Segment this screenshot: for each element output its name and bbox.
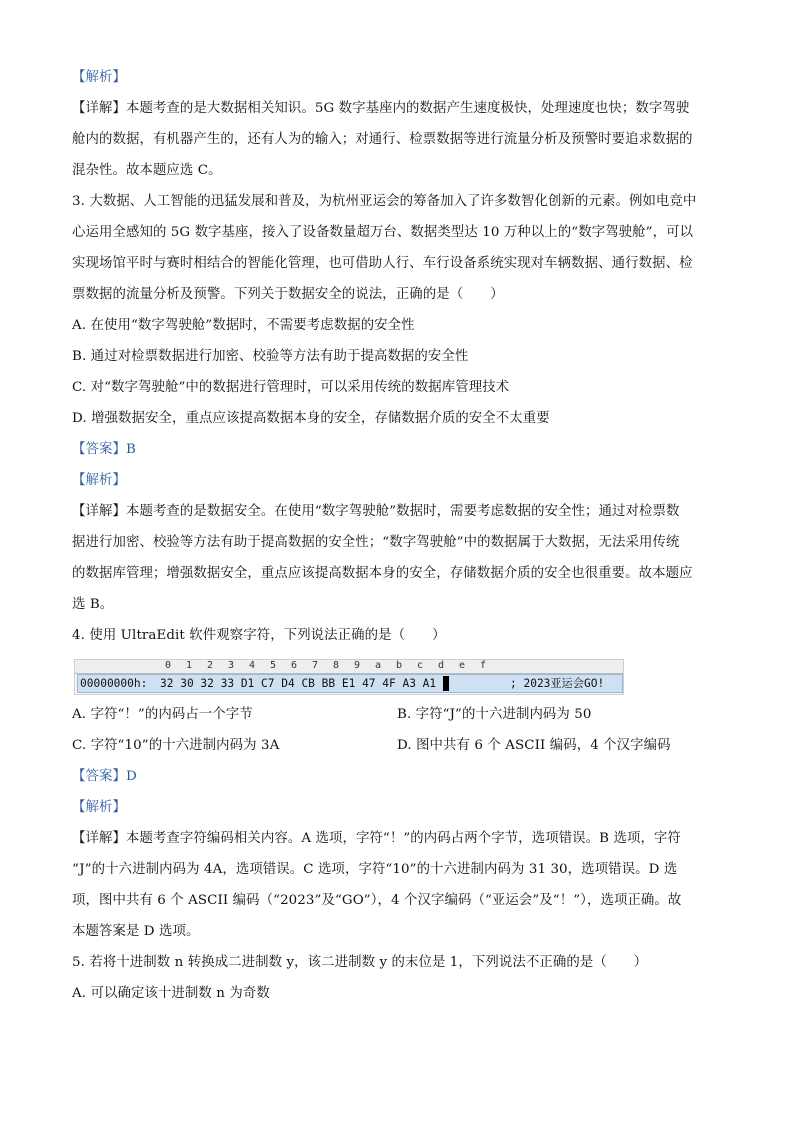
hex-column-ruler [75, 660, 623, 674]
question-3-stem: 心运用全感知的 5G 数字基座，接入了设备数量超万台、数据类型达 10 万种以上的“数字驾驶舱”，可以 [72, 225, 694, 240]
explanation-text: 选 B。 [72, 597, 114, 612]
ruler-label: c [417, 660, 424, 671]
question-4-stem: 4. 使用 UltraEdit 软件观察字符，下列说法正确的是（ ） [72, 628, 446, 643]
question-3-stem: 实现场馆平时与赛时相结合的智能化管理，也可借助人行、车行设备系统实现对车辆数据、通行数据、检 [72, 256, 693, 271]
ruler-label: 2 [207, 660, 214, 671]
answer-label: 【答案】D [72, 769, 137, 784]
question-3-stem: 票数据的流量分析及预警。下列关于数据安全的说法，正确的是（ ） [72, 287, 504, 302]
explanation-text: 据进行加密、校验等方法有助于提高数据的安全性；“数字驾驶舱”中的数据属于大数据，无法采用传统 [72, 535, 680, 550]
ruler-label: 1 [186, 660, 193, 671]
ruler-label: b [396, 660, 403, 671]
hex-bytes: 32 30 32 33 D1 C7 D4 CB BB E1 47 4F A3 A1 [160, 677, 437, 690]
question-3-option-c: C. 对“数字驾驶舱”中的数据进行管理时，可以采用传统的数据库管理技术 [72, 380, 510, 395]
question-3-option-d: D. 增强数据安全，重点应该提高数据本身的安全，存储数据介质的安全不太重要 [72, 411, 550, 426]
ruler-label: a [375, 660, 382, 671]
ruler-label: 9 [354, 660, 361, 671]
document-page [72, 62, 722, 1009]
ruler-label: f [480, 660, 487, 671]
explanation-text: 【详解】本题考查字符编码相关内容。A 选项，字符“！”的内码占两个字节，选项错误。B 选项，字符 [72, 831, 681, 846]
ruler-label: 8 [333, 660, 340, 671]
ruler-label: 5 [270, 660, 277, 671]
analysis-label: 【解析】 [72, 800, 126, 815]
question-3-stem: 3. 大数据、人工智能的迅猛发展和普及，为杭州亚运会的筹备加入了许多数智化创新的元素。例如电竞中 [72, 194, 697, 209]
hex-data-row[interactable] [77, 674, 623, 693]
ruler-label: 6 [291, 660, 298, 671]
question-4-option-c: C. 字符“10”的十六进制内码为 3A [72, 738, 280, 753]
explanation-text: 混杂性。故本题应选 C。 [72, 163, 222, 178]
question-3-option-b: B. 通过对检票数据进行加密、校验等方法有助于提高数据的安全性 [72, 349, 469, 364]
ruler-label: 4 [249, 660, 256, 671]
explanation-text: 本题答案是 D 选项。 [72, 924, 200, 939]
ruler-label: 0 [165, 660, 172, 671]
ruler-label: d [438, 660, 445, 671]
question-5-stem: 5. 若将十进制数 n 转换成二进制数 y，该二进制数 y 的末位是 1，下列说法不正确的是（ ） [72, 955, 648, 970]
explanation-text: 项，图中共有 6 个 ASCII 编码（“2023”及“GO”），4 个汉字编码（“亚运会”及“！”），选项正确。故 [72, 893, 682, 908]
hex-address: 00000000h: [80, 677, 148, 690]
explanation-text: 舱内的数据，有机器产生的，还有人为的输入；对通行、检票数据等进行流量分析及预警时要追求数据的 [72, 132, 693, 147]
ruler-label: 3 [228, 660, 235, 671]
question-3-option-a: A. 在使用“数字驾驶舱”数据时，不需要考虑数据的安全性 [72, 318, 415, 333]
explanation-text: “J”的十六进制内码为 4A，选项错误。C 选项，字符“10”的十六进制内码为 31 30，选项错误。D 选 [72, 862, 678, 877]
answer-label: 【答案】B [72, 442, 136, 457]
question-4-option-a: A. 字符“！”的内码占一个字节 [72, 707, 253, 722]
ruler-label: e [459, 660, 466, 671]
question-4-option-b: B. 字符“J”的十六进制内码为 50 [397, 707, 592, 722]
hex-text-preview: ; 2023亚运会GO! [510, 677, 605, 690]
question-4-option-d: D. 图中共有 6 个 ASCII 编码，4 个汉字编码 [397, 738, 671, 753]
question-5-option-a: A. 可以确定该十进制数 n 为奇数 [72, 986, 270, 1001]
text-cursor [443, 676, 449, 691]
explanation-text: 【详解】本题考查的是数据安全。在使用“数字驾驶舱”数据时，需要考虑数据的安全性；通过对检票数 [72, 504, 680, 519]
explanation-text: 的数据库管理；增强数据安全，重点应该提高数据本身的安全，存储数据介质的安全也很重要。故本题应 [72, 566, 693, 581]
explanation-text: 【详解】本题考查的是大数据相关知识。5G 数字基座内的数据产生速度极快，处理速度也快；数字驾驶 [72, 101, 690, 116]
question-4-options-row [72, 699, 722, 730]
question-4-options-row [72, 730, 722, 761]
ultraedit-hex-view [74, 659, 624, 695]
analysis-label: 【解析】 [72, 70, 126, 85]
ruler-label: 7 [312, 660, 319, 671]
analysis-label: 【解析】 [72, 473, 126, 488]
